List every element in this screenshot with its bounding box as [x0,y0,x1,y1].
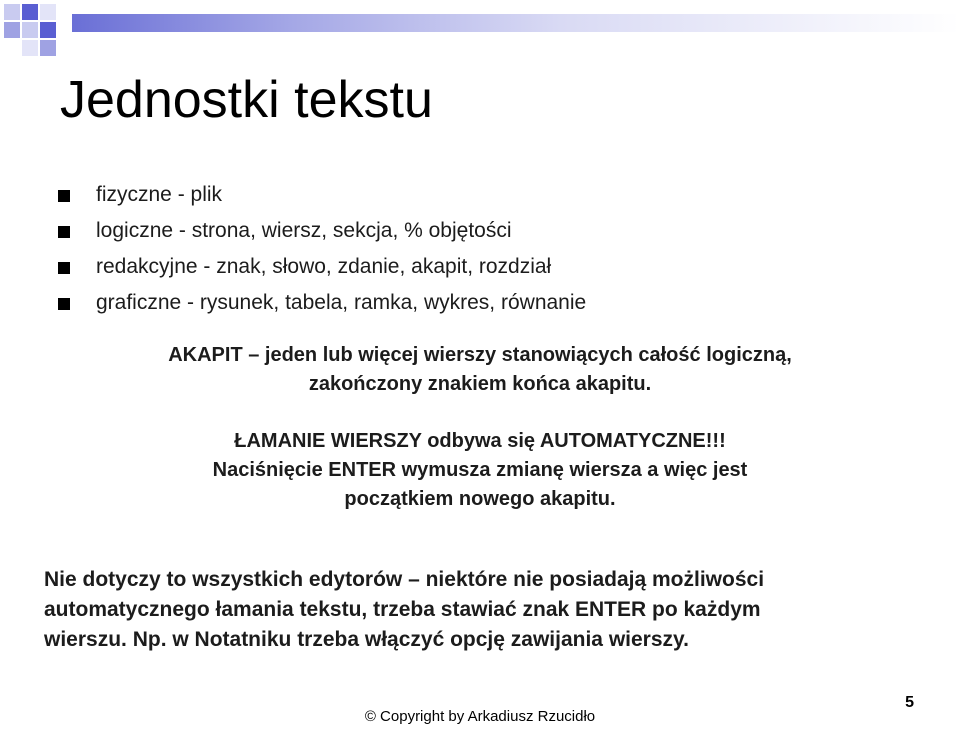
copyright-footer: © Copyright by Arkadiusz Rzucidło [364,708,596,725]
bullet-item [58,288,586,324]
deco-square [4,4,20,20]
header-decoration [0,0,960,60]
bullet-item [58,216,586,252]
bullet-text: graficzne - rysunek, tabela, ramka, wykres, równanie [96,291,587,314]
bullet-text: redakcyjne - znak, słowo, zdanie, akapit, rozdział [96,255,552,278]
deco-square [22,40,38,56]
deco-square [40,4,56,20]
lamanie-line: Naciśnięcie ENTER wymusza zmianę wiersza a więc jest [212,459,748,481]
bullet-text: logiczne - strona, wiersz, sekcja, % objętości [96,219,512,242]
akapit-line: zakończony znakiem końca akapitu. [308,373,652,395]
deco-square [4,22,20,38]
line-wrapping-info [0,427,960,514]
square-bullet-icon [58,298,70,310]
bullet-item [58,180,586,216]
note-line: automatycznego łamania tekstu, trzeba stawiać znak ENTER po każdym [44,598,761,621]
bullet-text: fizyczne - plik [96,183,223,206]
lamanie-line: początkiem nowego akapitu. [344,488,616,510]
deco-square [22,4,38,20]
gradient-bar [72,14,960,32]
square-bullet-icon [58,262,70,274]
deco-square [40,22,56,38]
lamanie-line: ŁAMANIE WIERSZY odbywa się AUTOMATYCZNE!!! [234,430,726,452]
slide-title: Jednostki tekstu [60,71,433,129]
square-bullet-icon [58,226,70,238]
bullet-item [58,252,586,288]
deco-square [22,22,38,38]
note-line: wierszu. Np. w Notatniku trzeba włączyć opcję zawijania wierszy. [44,628,689,651]
editor-note [44,565,764,655]
bullet-list [58,180,586,324]
deco-square [40,40,56,56]
page-number: 5 [905,694,914,711]
square-bullet-icon [58,190,70,202]
note-line: Nie dotyczy to wszystkich edytorów – niektóre nie posiadają możliwości [44,568,765,591]
akapit-line: AKAPIT – jeden lub więcej wierszy stanowiących całość logiczną, [168,344,792,366]
akapit-definition [0,341,960,399]
